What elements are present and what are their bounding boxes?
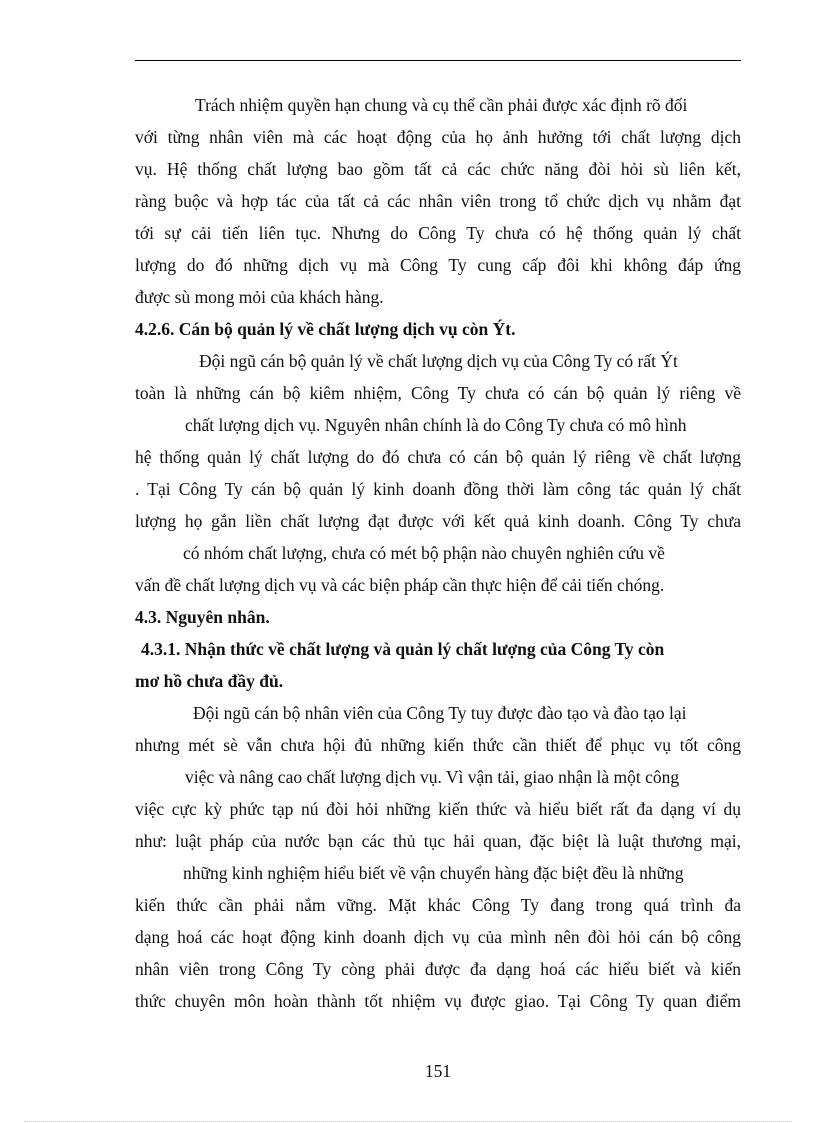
text-line: vụ. Hệ thống chất lượng bao gồm tất cả các chức năng đòi hỏi sù liên kết, <box>135 159 741 179</box>
text-line: kiến thức cần phải nắm vững. Mặt khác Công Ty đang trong quá trình đa <box>135 895 741 915</box>
page-number: 151 <box>424 1061 452 1081</box>
text-line: hệ thống quản lý chất lượng do đó chưa có cán bộ quản lý riêng về chất lượng <box>135 447 741 467</box>
text-line: được sù mong mỏi của khách hàng. <box>135 287 384 307</box>
text-line: việc cực kỳ phức tạp nú đòi hỏi những kiến thức và hiểu biết rất đa dạng ví dụ <box>135 799 741 819</box>
text-line: toàn là những cán bộ kiêm nhiệm, Công Ty chưa có cán bộ quản lý riêng về <box>135 383 741 403</box>
text-line: những kinh nghiệm hiểu biết về vận chuyển hàng đặc biệt đều là những <box>183 863 684 883</box>
text-line: lượng họ gắn liền chất lượng đạt được với kết quả kinh doanh. Công Ty chưa <box>135 511 741 531</box>
text-line: ràng buộc và hợp tác của tất cả các nhân viên trong tổ chức dịch vụ nhằm đạt <box>135 191 741 211</box>
text-line: lượng do đó những dịch vụ mà Công Ty cung cấp đôi khi không đáp ứng <box>135 255 741 275</box>
text-line: vấn đề chất lượng dịch vụ và các biện pháp cần thực hiện để cải tiến chóng. <box>135 575 665 595</box>
text-line: như: luật pháp của nước bạn các thủ tục hải quan, đặc biệt là luật thương mại, <box>135 831 741 851</box>
text-line: dạng hoá các hoạt động kinh doanh dịch vụ của mình nên đòi hỏi cán bộ công <box>135 927 741 947</box>
header-rule <box>135 60 741 61</box>
text-line: Đội ngũ cán bộ nhân viên của Công Ty tuy được đào tạo và đào tạo lại <box>193 703 687 723</box>
text-line: Đội ngũ cán bộ quản lý về chất lượng dịch vụ của Công Ty có rất Ýt <box>199 351 678 371</box>
text-line: . Tại Công Ty cán bộ quản lý kinh doanh đồng thời làm công tác quản lý chất <box>135 479 741 499</box>
footer-rule <box>24 1121 792 1122</box>
text-line: việc và nâng cao chất lượng dịch vụ. Vì vận tải, giao nhận là một công <box>185 767 680 787</box>
section-heading-4-3: 4.3. Nguyên nhân. <box>135 607 270 627</box>
text-line: Trách nhiệm quyền hạn chung và cụ thể cần phải được xác định rõ đối <box>195 95 688 115</box>
section-heading-4-2-6: 4.2.6. Cán bộ quản lý về chất lượng dịch vụ còn Ýt. <box>135 319 516 339</box>
text-line: có nhóm chất lượng, chưa có mét bộ phận nào chuyên nghiên cứu về <box>183 543 665 563</box>
section-heading-4-3-1-cont: mơ hồ chưa đầy đủ. <box>135 671 284 691</box>
section-heading-4-3-1: 4.3.1. Nhận thức về chất lượng và quản lý chất lượng của Công Ty còn <box>141 639 665 659</box>
text-line: nhưng mét sè vẫn chưa hội đủ những kiến thức cần thiết để phục vụ tốt công <box>135 735 741 755</box>
text-line: chất lượng dịch vụ. Nguyên nhân chính là do Công Ty chưa có mô hình <box>185 415 687 435</box>
text-line: với từng nhân viên mà các hoạt động của họ ảnh hưởng tới chất lượng dịch <box>135 127 741 147</box>
text-line: nhân viên trong Công Ty còng phải được đa dạng hoá các hiểu biết và kiến <box>135 959 741 979</box>
text-line: tới sự cải tiến liên tục. Nhưng do Công Ty chưa có hệ thống quản lý chất <box>135 223 741 243</box>
text-line: thức chuyên môn hoàn thành tốt nhiệm vụ được giao. Tại Công Ty quan điểm <box>135 991 741 1011</box>
